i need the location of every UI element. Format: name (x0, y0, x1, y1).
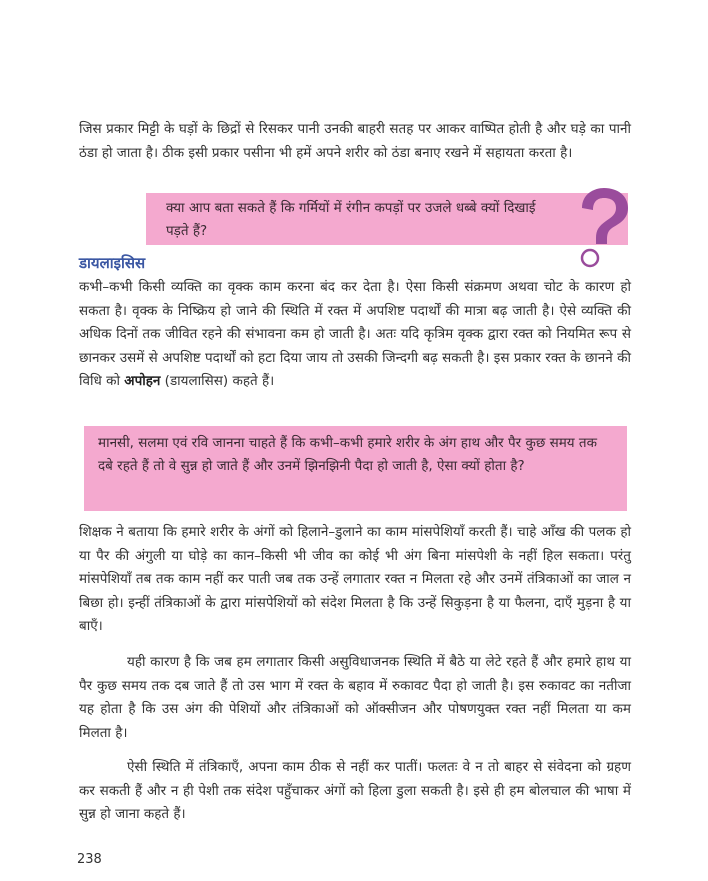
discussion-box (84, 426, 627, 511)
question-box (146, 193, 628, 245)
nerves-paragraph: ऐसी स्थिति में तंत्रिकाएँ, अपना काम ठीक से नहीं कर पातीं। फलतः वे न तो बाहर से संवेदना को ग्रहण कर सकती हैं और न ही पेशी तक संदेश पहुँचाकर अंगों को हिला डुला सकती है। इसे ही हम बोलचाल की भाषा में सुन्न हो जाना कहते हैं। (79, 759, 631, 822)
dialysis-text: कभी–कभी किसी व्यक्ति का वृक्क काम करना बंद कर देता है। ऐसा किसी संक्रमण अथवा चोट के कारण हो सकता है। वृक्क के निष्क्रिय हो जाने की स्थिति में रक्त में अपशिष्ट पदार्थों की मात्रा बढ़ जाती है। ऐसे व्यक्ति की अधिक दिनों तक जीवित रहने की संभावना कम हो जाती है। अतः यदि कृत्रिम वृक्क द्वारा रक्त को नियमित रूप से छानकर उसमें से अपशिष्ट पदार्थों को हटा दिया जाय तो उसकी जिन्दगी बढ़ सकती है। इस प्रकार रक्त के छानने की विधि को (79, 279, 631, 389)
dialysis-text-end: (डायलासिस) कहते हैं। (160, 373, 275, 389)
dialysis-term: अपोहन (124, 373, 161, 389)
page-number: 238 (77, 852, 102, 867)
intro-paragraph: जिस प्रकार मिट्टी के घड़ों के छिद्रों से रिसकर पानी उनकी बाहरी सतह पर आकर वाष्पित होती है और घड़े का पानी ठंडा हो जाता है। ठीक इसी प्रकार पसीना भी हमें अपने शरीर को ठंडा बनाए रखने में सहायता करता है। (79, 121, 631, 161)
reason-paragraph: यही कारण है कि जब हम लगातार किसी असुविधाजनक स्थिति में बैठे या लेटे रहते हैं और हमारे हाथ या पैर कुछ समय तक दब जाते हैं तो उस भाग में रक्त के बहाव में रुकावट पैदा हो जाती है। इस रुकावट का नतीजा यह होता है कि उस अंग की पेशियों और तंत्रिकाओं को ऑक्सीजन और पोषणयुक्त रक्त नहीं मिलता या कम मिलता है। (79, 654, 631, 741)
section-heading: डायलाइसिस (79, 254, 146, 272)
question-mark-icon (572, 186, 634, 268)
dialysis-paragraph (79, 276, 631, 394)
discussion-text: मानसी, सलमा एवं रवि जानना चाहते हैं कि कभी–कभी हमारे शरीर के अंग हाथ और पैर कुछ समय तक दबे रहते हैं तो वे सुन्न हो जाते हैं और उनमें झिनझिनी पैदा हो जाती है, ऐसा क्यों होता है? (98, 435, 597, 474)
teacher-paragraph: शिक्षक ने बताया कि हमारे शरीर के अंगों को हिलाने–डुलाने का काम मांसपेशियाँ करती हैं। चाहे आँख की पलक हो या पैर की अंगुली या घोड़े का कान–किसी भी जीव का कोई भी अंग बिना मांसपेशी के नहीं हिल सकता। परंतु मांसपेशियाँ तब तक काम नहीं कर पाती जब तक उन्हें लगातार रक्त न मिलता रहे और उनमें तंत्रिकाओं का जाल न बिछा हो। इन्हीं तंत्रिकाओं के द्वारा मांसपेशियों को संदेश मिलता है कि उन्हें सिकुड़ना है या फैलना, दाएँ मुड़ना है या बाएँ। (79, 524, 631, 634)
question-text: क्या आप बता सकते हैं कि गर्मियों में रंगीन कपड़ों पर उजले धब्बे क्यों दिखाई पड़ते हैं? (166, 200, 536, 239)
